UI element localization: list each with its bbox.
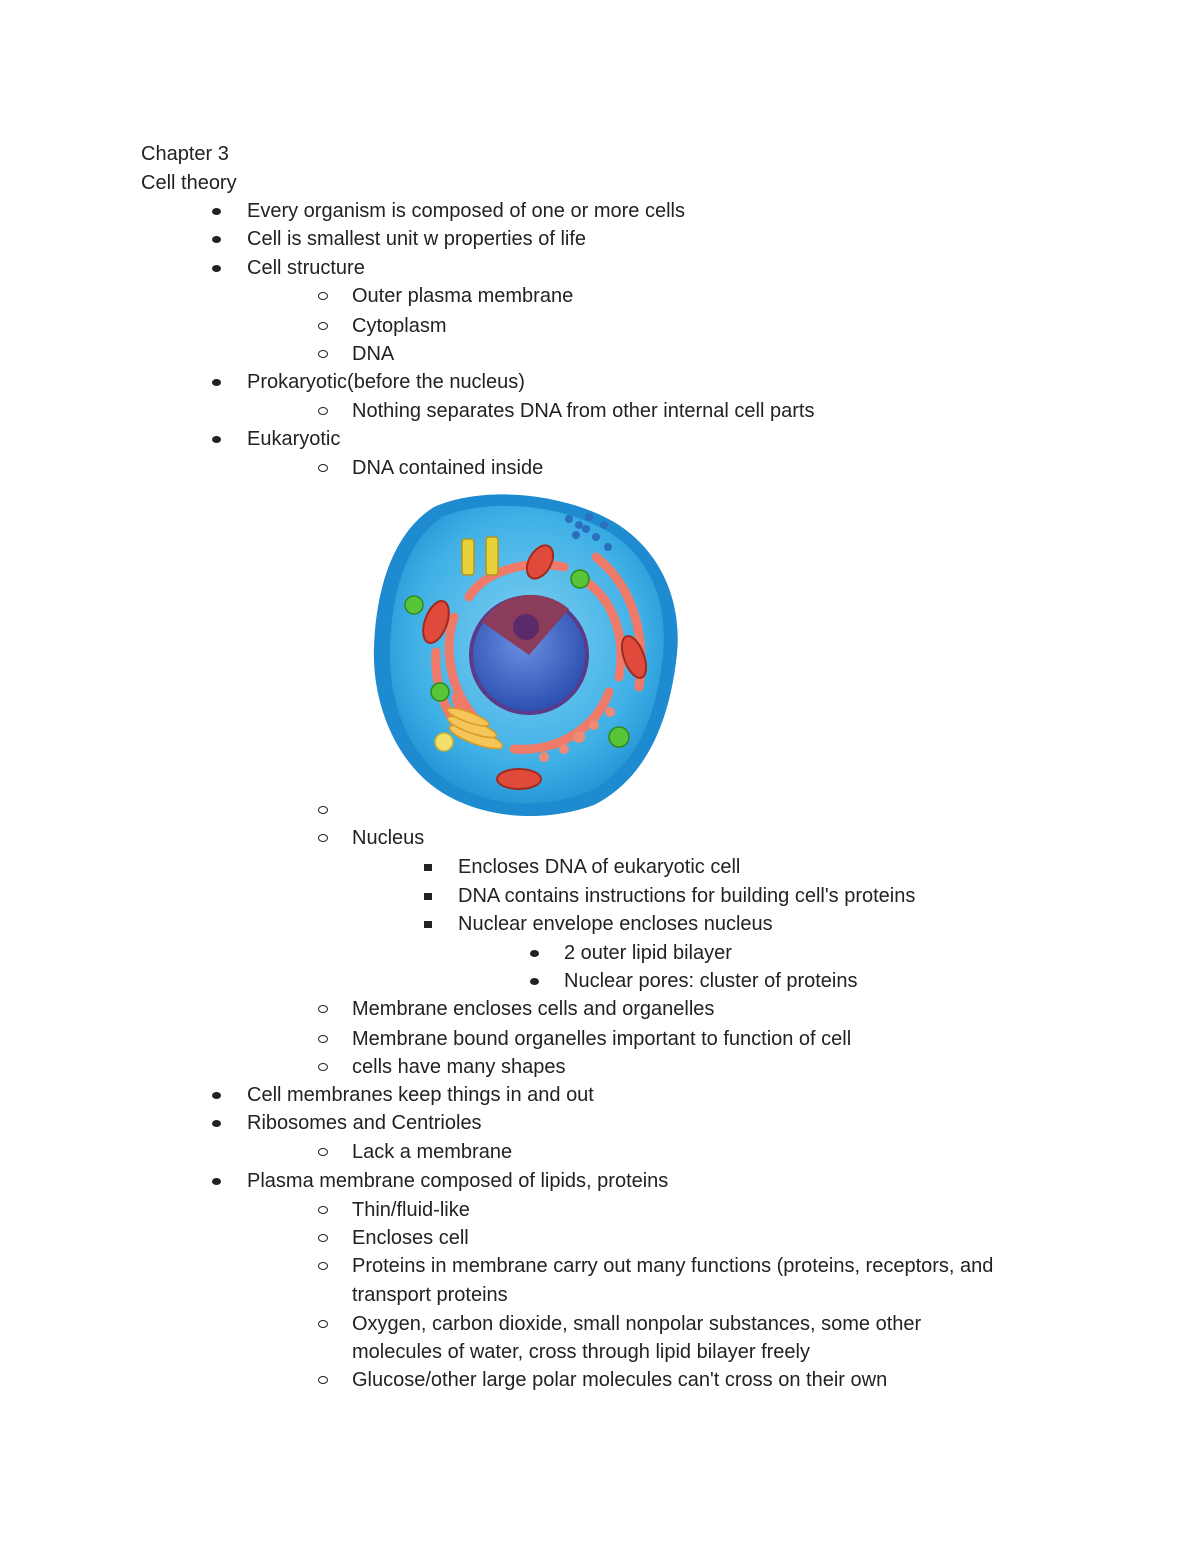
bullet-marker [212,436,221,443]
lysosomes [435,733,453,751]
list-item-text: Prokaryotic(before the nucleus) [247,371,525,393]
bullet-marker [318,1005,328,1013]
list-item-text: Encloses cell [352,1227,469,1249]
list-item-text: Thin/fluid-like [352,1199,470,1221]
list-item-text: Lack a membrane [352,1141,513,1163]
bullet-marker [424,864,432,871]
list-item-text: Nuclear envelope encloses nucleus [458,913,773,935]
nucleolus [513,614,539,640]
bullet-marker [318,1035,328,1043]
list-item-text: Glucose/other large polar molecules can't cross on their own [352,1369,888,1391]
list-item-text: Cell is smallest unit w properties of life [247,228,587,250]
bullet-marker [212,1092,221,1099]
list-item-text: cells have many shapes [352,1056,566,1078]
list-item-text: Nothing separates DNA from other internal cell parts [352,400,815,422]
list-item-text: molecules of water, cross through lipid bilayer freely [352,1341,810,1363]
list-item-text: DNA contains instructions for building cell's proteins [458,885,916,907]
bullet-marker [212,379,221,386]
bullet-marker [318,292,328,300]
list-item-text: Cell structure [247,257,365,279]
eukaryotic-cell-image [364,487,694,817]
bullet-marker [318,1206,328,1214]
list-item-text: Cell membranes keep things in and out [247,1084,594,1106]
list-item-text: Encloses DNA of eukaryotic cell [458,856,741,878]
bullet-marker [530,950,539,957]
bullet-marker [318,1376,328,1384]
bullet-marker [318,1320,328,1328]
bullet-marker [212,236,221,243]
bullet-marker [424,921,432,928]
bullet-marker [318,322,328,330]
list-item-text: Cytoplasm [352,315,447,337]
list-item-text: Every organism is composed of one or more cells [247,200,685,222]
bullet-marker [212,1120,221,1127]
list-item-text: Eukaryotic [247,428,341,450]
list-item-text: Nuclear pores: cluster of proteins [564,970,858,992]
bullet-marker [212,265,221,272]
bullet-marker [212,1178,221,1185]
bullet-marker [318,1063,328,1071]
list-item-text: Ribosomes and Centrioles [247,1112,482,1134]
list-item-text: transport proteins [352,1284,508,1306]
list-item-text: Nucleus [352,827,425,849]
list-item-text: Membrane bound organelles important to function of cell [352,1028,852,1050]
list-item-text: Membrane encloses cells and organelles [352,998,715,1020]
bullet-marker [318,350,328,358]
list-item-text: 2 outer lipid bilayer [564,942,732,964]
bullet-marker [530,978,539,985]
list-item-text: DNA contained inside [352,457,544,479]
chapter-title-text: Chapter 3 [141,143,229,165]
bullet-marker [318,1148,328,1156]
list-item-text: Outer plasma membrane [352,285,574,307]
bullet-marker [212,208,221,215]
list-item-text: DNA [352,343,395,365]
bullet-marker [424,893,432,900]
bullet-marker [318,1234,328,1242]
bullet-marker [318,1262,328,1270]
bullet-marker [318,806,328,814]
list-item-text: Oxygen, carbon dioxide, small nonpolar substances, some other [352,1313,922,1335]
section-title-text: Cell theory [141,172,237,194]
list-item-text: Proteins in membrane carry out many functions (proteins, receptors, and [352,1255,994,1277]
list-item-text: Plasma membrane composed of lipids, proteins [247,1170,669,1192]
bullet-marker [318,464,328,472]
bullet-marker [318,407,328,415]
bullet-marker [318,834,328,842]
